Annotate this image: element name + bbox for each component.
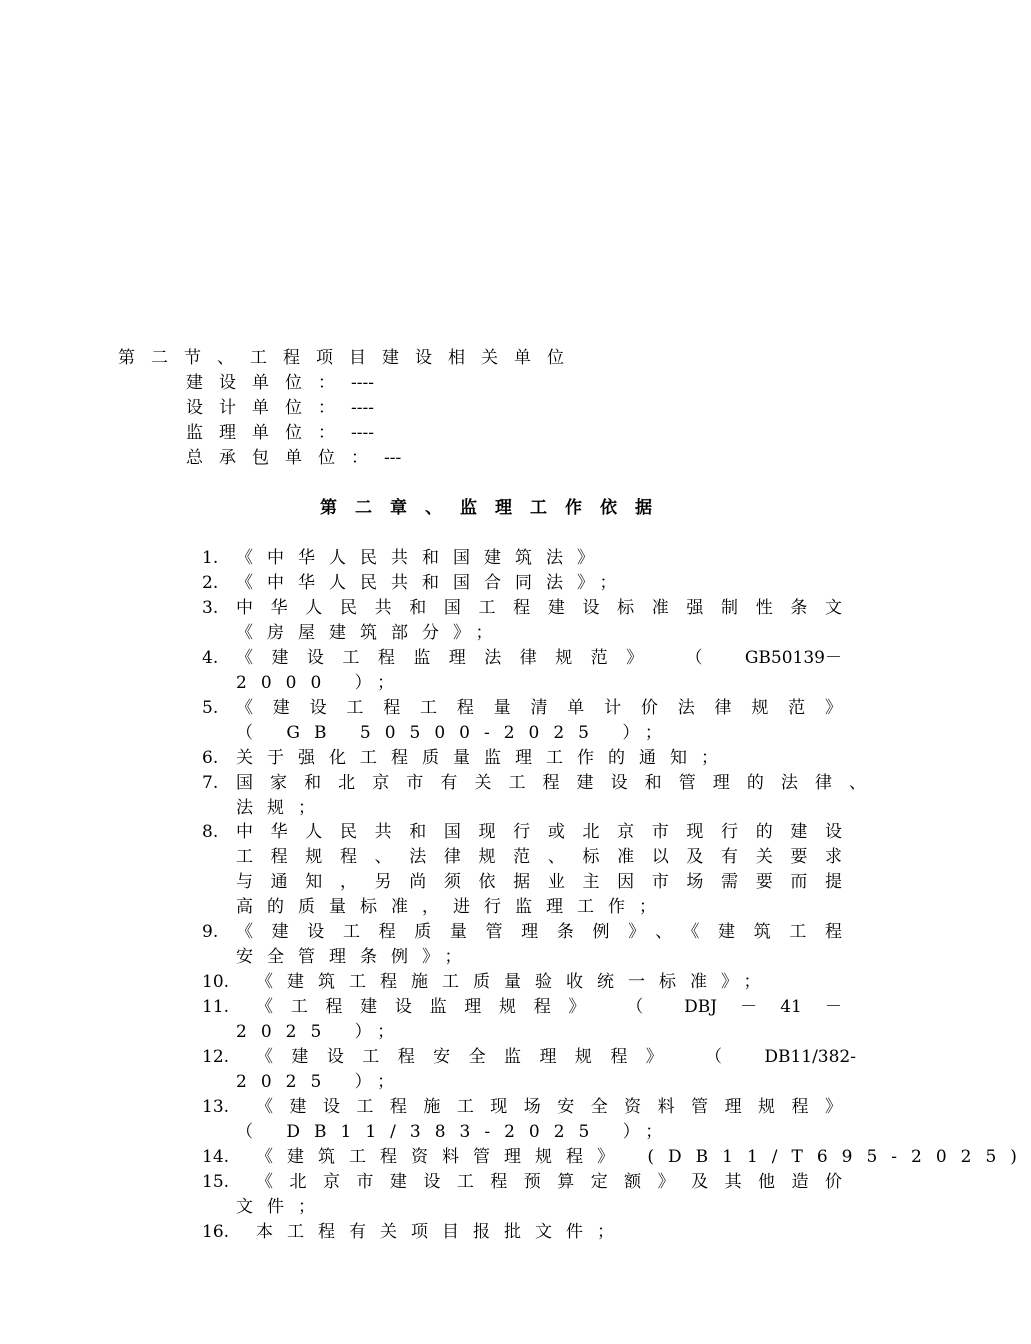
basis-item-line: （ DB11/383-2025 ）； [236, 1122, 677, 1142]
basis-item-line: 《建设工程工程量清单计价法律规范》 [236, 698, 842, 718]
unit-value: ---- [351, 373, 374, 393]
chapter-title: 第二章、监理工作依据 [320, 498, 670, 518]
section-heading: 第二节、工程项目建设相关单位 [118, 348, 580, 368]
basis-item-line: 《建筑工程施工质量验收统一标准》； [256, 972, 775, 992]
basis-item-line: 《建设工程监理法律规范》 （ GB50139－ [236, 648, 842, 668]
basis-item-line: 与通知，另尚须依据业主因市场需要而提 [236, 872, 842, 892]
basis-item-number: 10. [202, 972, 230, 992]
basis-item-line: 2000 ）； [236, 673, 409, 693]
basis-item-line: 本工程有关项目报批文件； [256, 1222, 628, 1242]
basis-item-line: 中华人民共和国工程建设标准强制性条文 [236, 598, 842, 618]
basis-item-line: 关于强化工程质量监理工作的通知； [236, 748, 732, 768]
basis-item-line: 工程规程、法律规范、标准以及有关要求 [236, 847, 842, 867]
basis-item-line: 《北京市建设工程预算定额》及其他造价 [256, 1172, 842, 1192]
basis-item-number: 5. [202, 698, 219, 718]
basis-item-line: 《中华人民共和国合同法》； [236, 573, 631, 593]
unit-row [186, 421, 374, 446]
basis-item-number: 9. [202, 922, 219, 942]
basis-item-number: 6. [202, 748, 219, 768]
basis-item-number: 3. [202, 598, 219, 618]
basis-item-number: 15. [202, 1172, 230, 1192]
unit-value: ---- [351, 423, 374, 443]
basis-item-number: 7. [202, 773, 219, 793]
unit-label: 建设单位： [186, 373, 351, 393]
basis-item-number: 4. [202, 648, 219, 668]
basis-item-number: 11. [202, 997, 230, 1017]
unit-row [186, 446, 401, 471]
unit-label: 设计单位： [186, 398, 351, 418]
basis-item-line: 高的质量标准，进行监理工作； [236, 897, 670, 917]
basis-item-line: 《建设工程质量管理条例》、《建筑工程 [236, 922, 842, 942]
basis-item-line: 法规； [236, 798, 329, 818]
unit-value: ---- [351, 398, 374, 418]
unit-row [186, 396, 374, 421]
unit-label: 监理单位： [186, 423, 351, 443]
basis-item-number: 2. [202, 573, 219, 593]
basis-item-line: 《建筑工程资料管理规程》 (DB11/T695-2025) [256, 1147, 1031, 1167]
basis-item-line: （ GB 50500-2025 ）； [236, 723, 676, 743]
basis-item-number: 14. [202, 1147, 230, 1167]
basis-item-line: 国家和北京市有关工程建设和管理的法律、 [236, 773, 866, 793]
unit-row [186, 371, 374, 396]
basis-item-number: 13. [202, 1097, 230, 1117]
basis-item-number: 16. [202, 1222, 230, 1242]
basis-item-line: 2025 ）； [236, 1022, 409, 1042]
basis-item-line: 中华人民共和国现行或北京市现行的建设 [236, 822, 842, 842]
basis-item-line: 安全管理条例》； [236, 947, 476, 967]
basis-item-line: 《建设工程施工现场安全资料管理规程》 [256, 1097, 842, 1117]
basis-item-number: 12. [202, 1047, 230, 1067]
basis-item-line: 《房屋建筑部分》； [236, 623, 507, 643]
unit-value: --- [384, 448, 402, 468]
unit-label: 总承包单位： [186, 448, 384, 468]
basis-item-number: 1. [202, 548, 219, 568]
basis-item-line: 文件； [236, 1197, 329, 1217]
basis-item-line: 《工程建设监理规程》 （ DBJ － 41 － [256, 997, 842, 1017]
basis-item-line: 2025 ）； [236, 1072, 409, 1092]
basis-item-line: 《中华人民共和国建筑法》 [236, 548, 608, 568]
basis-item-number: 8. [202, 822, 219, 842]
basis-item-line: 《建设工程安全监理规程》 （ DB11/382- [256, 1047, 856, 1067]
